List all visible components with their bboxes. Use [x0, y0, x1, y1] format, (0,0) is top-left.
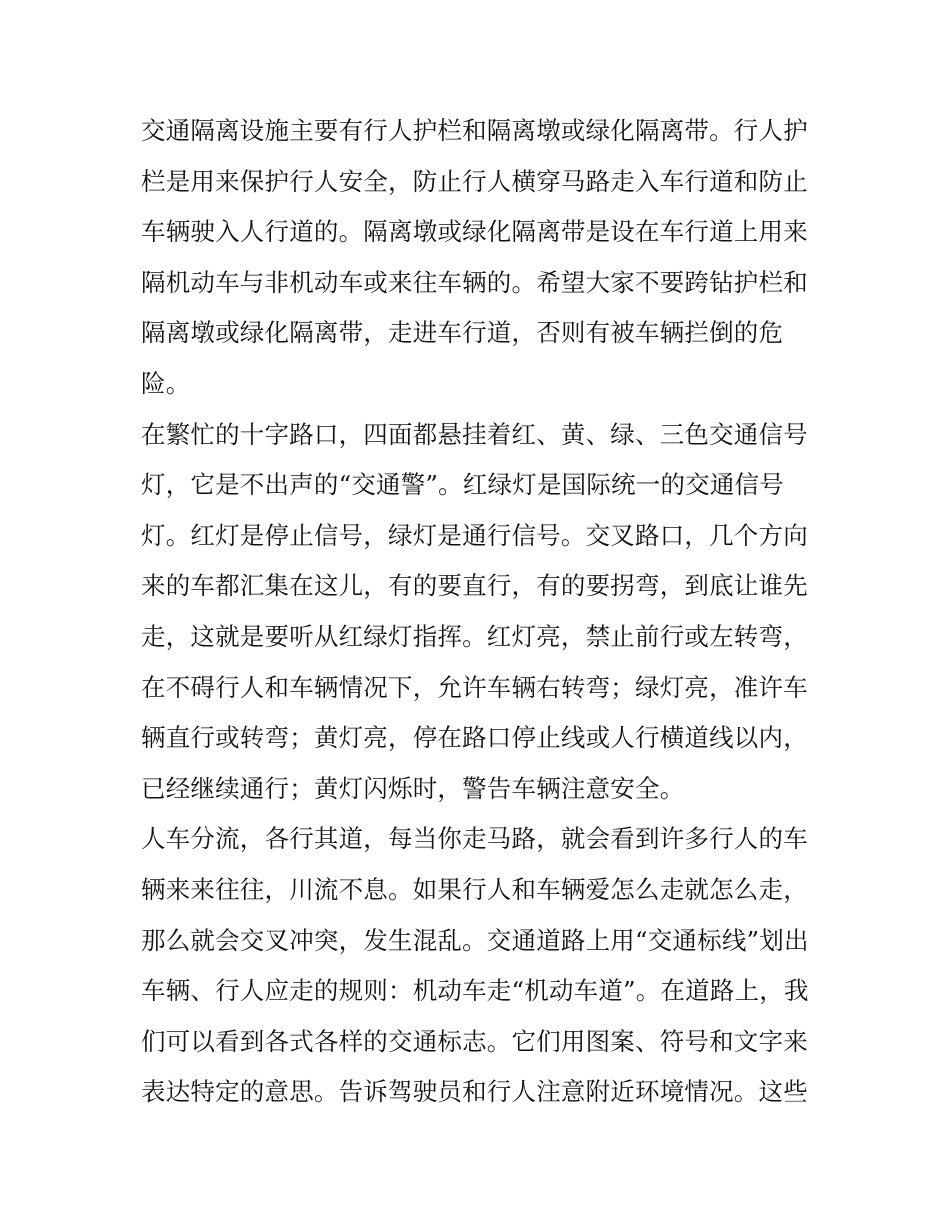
text-line: 走，这就是要听从红绿灯指挥。红灯亮，禁止前行或左转弯， — [141, 621, 808, 651]
text-line: 表达特定的意思。告诉驾驶员和行人注意附近环境情况。这些 — [141, 1077, 808, 1107]
text-line: 隔离墩或绿化隔离带，走进车行道，否则有被车辆拦倒的危 — [141, 318, 784, 348]
text-line: 隔机动车与非机动车或来往车辆的。希望大家不要跨钻护栏和 — [141, 267, 808, 297]
text-line: 辆直行或转弯；黄灯亮，停在路口停止线或人行横道线以内， — [141, 723, 808, 753]
text-line: 们可以看到各式各样的交通标志。它们用图案、符号和文字来 — [141, 1026, 808, 1056]
text-line: 那么就会交叉冲突，发生混乱。交通道路上用“交通标线”划出 — [141, 925, 809, 955]
text-line: 车辆驶入人行道的。隔离墩或绿化隔离带是设在车行道上用来 — [141, 217, 808, 247]
text-line: 交通隔离设施主要有行人护栏和隔离墩或绿化隔离带。行人护 — [141, 116, 808, 145]
text-line: 辆来来往往，川流不息。如果行人和车辆爱怎么走就怎么走， — [141, 874, 808, 904]
text-line: 在繁忙的十字路口，四面都悬挂着红、黄、绿、三色交通信号 — [141, 419, 808, 449]
text-line: 来的车都汇集在这儿，有的要直行，有的要拐弯，到底让谁先 — [141, 571, 808, 601]
text-line: 车辆、行人应走的规则：机动车走“机动车道”。在道路上，我 — [141, 976, 809, 1006]
text-line: 灯，它是不出声的“交通警”。红绿灯是国际统一的交通信号 — [141, 470, 784, 500]
text-line: 在不碍行人和车辆情况下，允许车辆右转弯；绿灯亮，准许车 — [141, 672, 808, 702]
text-line: 险。 — [141, 368, 191, 398]
text-line: 人车分流，各行其道，每当你走马路，就会看到许多行人的车 — [141, 824, 808, 854]
text-line: 灯。红灯是停止信号，绿灯是通行信号。交叉路口，几个方向 — [141, 520, 808, 550]
text-line: 栏是用来保护行人安全，防止行人横穿马路走入车行道和防止 — [141, 166, 808, 196]
body-text — [141, 106, 821, 1118]
text-line: 已经继续通行；黄灯闪烁时，警告车辆注意安全。 — [141, 773, 685, 803]
